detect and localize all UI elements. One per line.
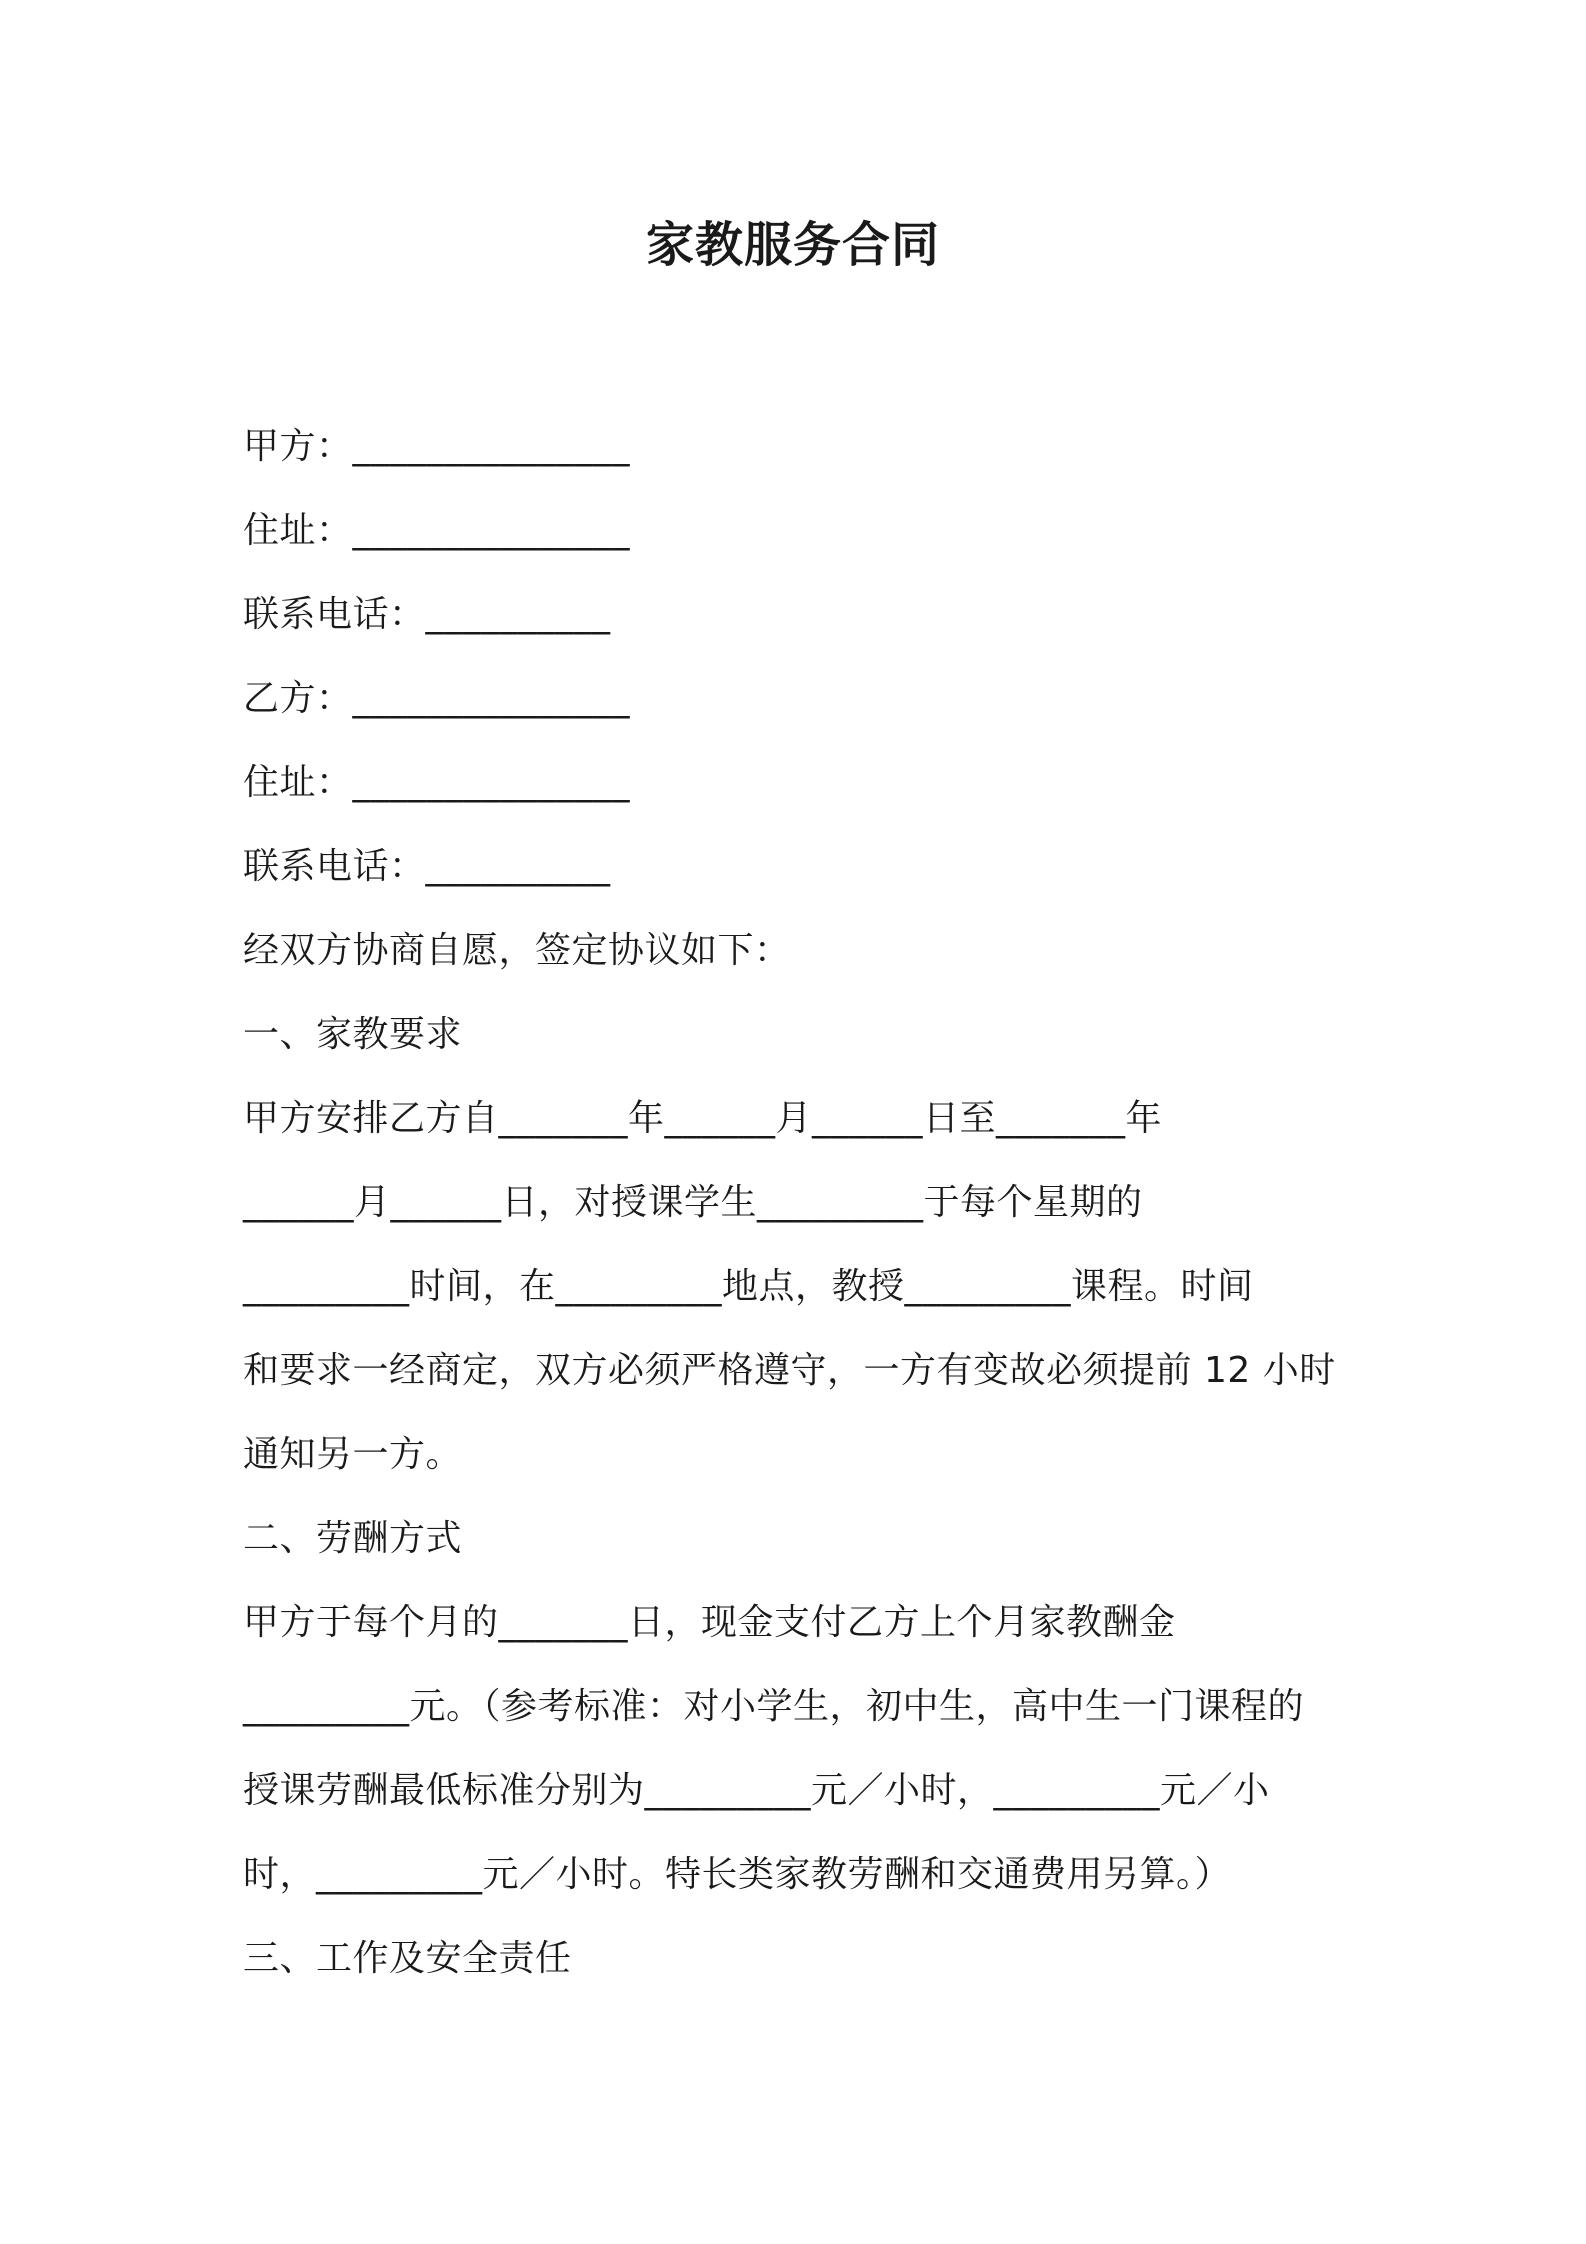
party-a-address-field: 住址：_______________ (243, 510, 631, 551)
section-1-text-line: 通知另一方。 (243, 1434, 463, 1475)
section-2-text-line: 甲方于每个月的_______日，现金支付乙方上个月家教酬金 (243, 1602, 1176, 1643)
section-2-text-line: _________元。（参考标准：对小学生，初中生，高中生一门课程的 (243, 1686, 1305, 1727)
document-body (243, 405, 1363, 2001)
section-2-text-line: 授课劳酬最低标准分别为_________元／小时，_________元／小 (243, 1770, 1270, 1811)
party-a-field: 甲方：_______________ (243, 426, 631, 467)
party-b-address-field: 住址：_______________ (243, 762, 631, 803)
section-heading-3: 三、工作及安全责任 (243, 1938, 572, 1979)
party-b-phone-field: 联系电话：__________ (243, 846, 611, 887)
party-a-phone-field: 联系电话：__________ (243, 594, 611, 635)
agreement-intro: 经双方协商自愿，签定协议如下： (243, 930, 791, 971)
section-1-text-line: 和要求一经商定，双方必须严格遵守，一方有变故必须提前 12 小时 (243, 1350, 1336, 1391)
document-title: 家教服务合同 (645, 217, 940, 273)
section-heading-2: 二、劳酬方式 (243, 1518, 463, 1559)
party-b-field: 乙方：_______________ (243, 678, 631, 719)
section-1-text-line: ______月______日，对授课学生_________于每个星期的 (243, 1182, 1143, 1223)
section-1-text-line: 甲方安排乙方自_______年______月______日至_______年 (243, 1098, 1163, 1139)
section-1-text-line: _________时间，在_________地点，教授_________课程。时间 (243, 1266, 1254, 1307)
section-heading-1: 一、家教要求 (243, 1014, 463, 1055)
section-2-text-line: 时，_________元／小时。特长类家教劳酬和交通费用另算。） (243, 1854, 1232, 1895)
